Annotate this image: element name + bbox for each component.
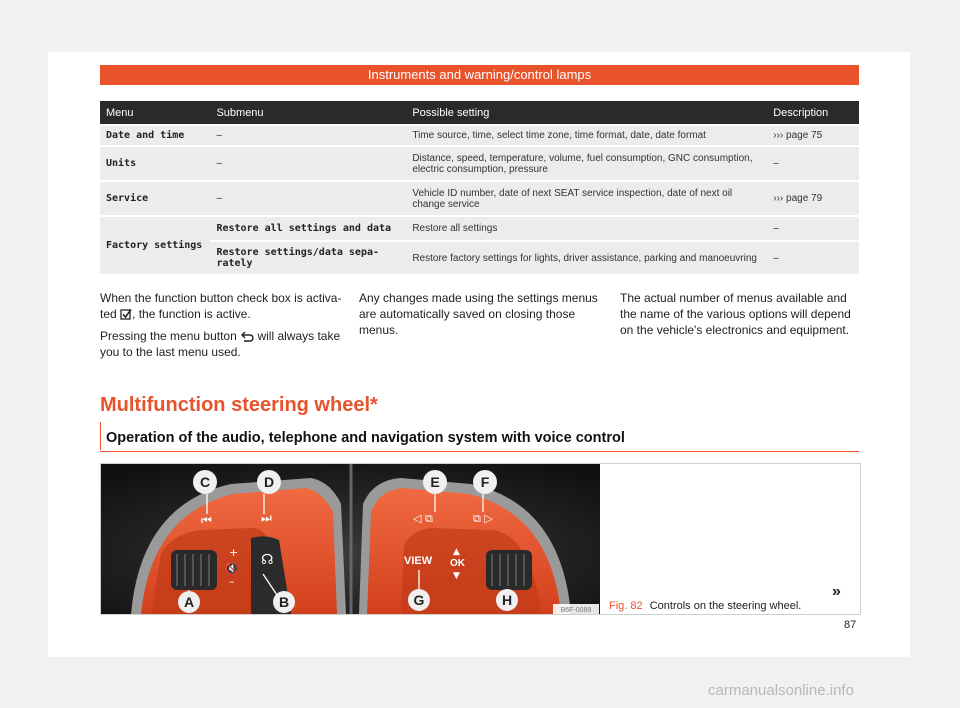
- callout-label: B: [278, 594, 290, 610]
- callout-label: E: [430, 474, 440, 490]
- view-label: VIEW: [404, 555, 433, 567]
- return-arrow-icon: [240, 331, 254, 342]
- callout-label: G: [413, 592, 425, 608]
- setting-cell: Vehicle ID number, date of next SEAT service inspection, date of next oil change service: [406, 181, 767, 216]
- svg-text:⏭: ⏭: [261, 511, 272, 525]
- svg-text:⧉ ▷: ⧉ ▷: [473, 512, 493, 525]
- description-cell[interactable]: ››› page 75: [767, 125, 859, 146]
- text-span: , the function is active.: [132, 307, 251, 321]
- page-number: 87: [844, 619, 857, 631]
- callout-label: D: [263, 474, 275, 490]
- callout-label: H: [501, 592, 513, 608]
- svg-text:◁ ⧉: ◁ ⧉: [413, 512, 433, 525]
- table-row: [100, 181, 859, 216]
- paragraph: Any changes made using the settings menus are automatically saved on closing those menus.: [359, 291, 598, 337]
- manual-page: [48, 52, 910, 657]
- paragraph: The actual number of menus available and the name of the various options will depend on the vehicle's electronics and equipment.: [620, 291, 851, 337]
- svg-text:▲: ▲: [453, 547, 460, 557]
- section-rule-vertical: [100, 422, 101, 450]
- table-row: [100, 146, 859, 181]
- paragraph: [100, 328, 346, 360]
- paragraph: [100, 290, 346, 322]
- table-row: [100, 216, 859, 241]
- chapter-header: Instruments and warning/control lamps: [100, 65, 859, 85]
- text-column-2: [359, 290, 605, 344]
- submenu-cell: –: [210, 146, 406, 181]
- description-cell: –: [767, 241, 859, 274]
- svg-text:▼: ▼: [453, 571, 460, 581]
- menu-cell: Units: [100, 146, 210, 181]
- text-column-3: [620, 290, 860, 344]
- setting-cell: Distance, speed, temperature, volume, fuel consumption, GNC consumption, electric consumption, pressure: [406, 146, 767, 181]
- section-title: Multifunction steering wheel*: [100, 394, 378, 416]
- image-code: B6F-0089: [560, 607, 592, 614]
- column-header: Menu: [100, 101, 210, 125]
- callout-label: F: [480, 474, 490, 490]
- table-row: [100, 125, 859, 146]
- figure-label: Fig. 82: [609, 600, 643, 612]
- steering-wheel-controls-illustration: [101, 464, 600, 614]
- section-rule: [100, 451, 859, 452]
- continue-mark: »: [832, 583, 841, 600]
- callout-label: C: [199, 474, 211, 490]
- menu-cell: Service: [100, 181, 210, 216]
- setting-cell: Time source, time, select time zone, time format, date, date format: [406, 125, 767, 146]
- subsection-title: Operation of the audio, telephone and navigation system with voice control: [106, 430, 625, 446]
- table-header-row: [100, 101, 859, 125]
- checkbox-checked-icon: [120, 308, 132, 320]
- settings-table: [100, 101, 859, 274]
- setting-cell: Restore all settings: [406, 216, 767, 241]
- ok-label: OK: [450, 558, 465, 569]
- menu-cell: Date and time: [100, 125, 210, 146]
- text-span: When the function button check box is activa-ted: [100, 291, 342, 321]
- submenu-cell: –: [210, 125, 406, 146]
- text-span: will always take you to the last menu used.: [100, 329, 341, 359]
- submenu-cell: Restore all settings and data: [210, 216, 406, 241]
- description-cell: –: [767, 216, 859, 241]
- text-column-1: [100, 290, 346, 366]
- svg-text:+: +: [229, 546, 239, 559]
- svg-text:☊: ☊: [261, 552, 274, 568]
- svg-text:🔇: 🔇: [225, 562, 239, 575]
- text-span: Pressing the menu button: [100, 329, 237, 343]
- menu-cell: Factory settings: [100, 216, 210, 274]
- watermark: carmanualsonline.info: [708, 682, 854, 699]
- svg-text:⏮: ⏮: [201, 513, 212, 527]
- column-header: Submenu: [210, 101, 406, 125]
- figure-82: [100, 463, 861, 615]
- figure-caption: [609, 600, 801, 612]
- description-cell: –: [767, 146, 859, 181]
- submenu-cell: Restore settings/data sepa-rately: [210, 241, 406, 274]
- description-cell[interactable]: ››› page 79: [767, 181, 859, 216]
- column-header: Description: [767, 101, 859, 125]
- column-header: Possible setting: [406, 101, 767, 125]
- callout-label: A: [183, 594, 195, 610]
- setting-cell: Restore factory settings for lights, driver assistance, parking and manoeuvring: [406, 241, 767, 274]
- svg-text:–: –: [229, 575, 235, 588]
- table-row: [100, 241, 859, 274]
- submenu-cell: –: [210, 181, 406, 216]
- caption-text: Controls on the steering wheel.: [649, 600, 802, 612]
